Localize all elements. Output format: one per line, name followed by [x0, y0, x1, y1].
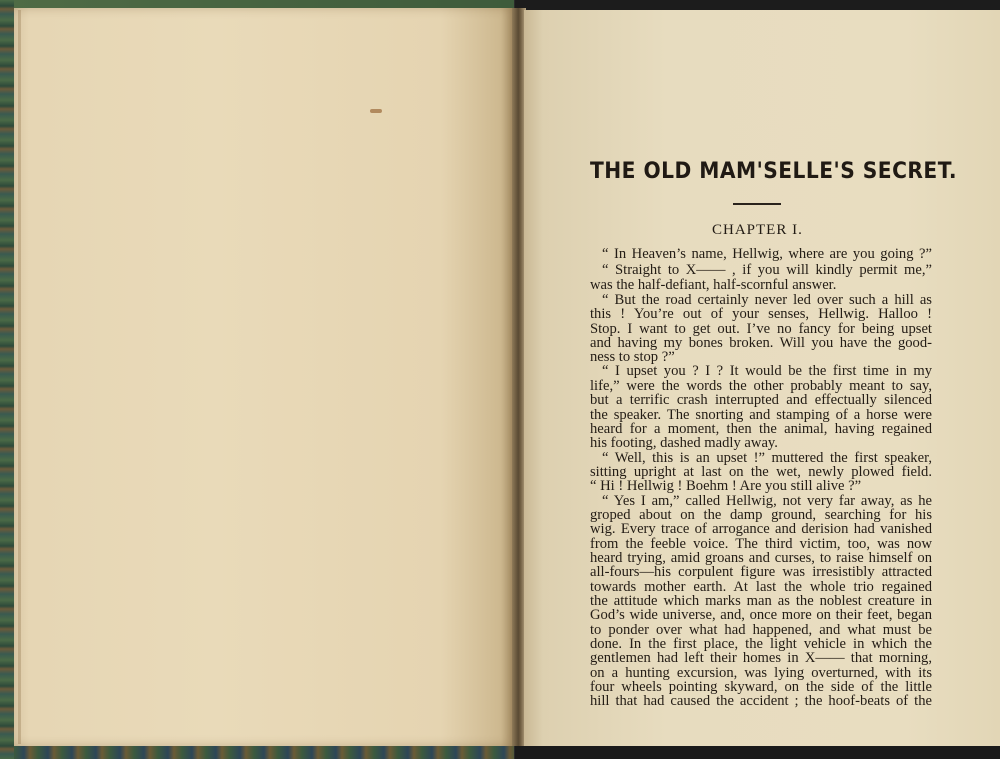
- text-line: gentlemen had left their homes in X—— that morning,: [590, 650, 932, 666]
- book-title: THE OLD MAM'SELLE'S SECRET.: [590, 159, 958, 184]
- text-line: God’s wide universe, and, once more on their feet, began: [590, 607, 932, 623]
- left-page-edge: [18, 10, 21, 744]
- text-line: and having my bones broken. Will you have the good-: [590, 335, 932, 351]
- text-line: the attitude which marks man as the noblest creature in: [590, 593, 932, 609]
- text-line: life,” were the words the other probably meant to say,: [590, 378, 932, 394]
- cover-bottom-edge: [14, 746, 514, 759]
- text-line: this ! You’re out of your senses, Hellwig. Halloo !: [590, 306, 932, 322]
- text-line: from the feeble voice. The third victim, too, was now: [590, 536, 932, 552]
- text-line: was the half-defiant, half-scornful answer.: [590, 277, 837, 293]
- text-line: “ In Heaven’s name, Hellwig, where are you going ?”: [602, 246, 932, 262]
- text-line: “ Hi ! Hellwig ! Boehm ! Are you still alive ?”: [590, 478, 862, 494]
- text-line: “ Straight to X—— , if you will kindly permit me,”: [602, 262, 932, 278]
- text-line: but a terrific crash interrupted and effectually silenced: [590, 392, 932, 408]
- text-line: the speaker. The snorting and stamping of a horse were: [590, 407, 932, 423]
- background-bottom: [515, 746, 1000, 759]
- text-line: “ Yes I am,” called Hellwig, not very far away, as he: [602, 493, 932, 509]
- text-line: heard for a moment, then the animal, having regained: [590, 421, 932, 437]
- left-page: [14, 8, 516, 746]
- text-line: all-fours—his corpulent figure was irresistibly attracted: [590, 564, 932, 580]
- text-line: on a hunting excursion, was lying overturned, with its: [590, 665, 932, 681]
- text-line: done. In the first place, the light vehicle in which the: [590, 636, 932, 652]
- text-line: ness to stop ?”: [590, 349, 675, 365]
- text-line: sitting upright at last on the wet, newly plowed field.: [590, 464, 932, 480]
- text-line: wig. Every trace of arrogance and derision had vanished: [590, 521, 932, 537]
- text-line: his footing, dashed madly away.: [590, 435, 778, 451]
- text-line: towards mother earth. At last the whole trio regained: [590, 579, 932, 595]
- cover-edge: [0, 0, 14, 759]
- text-line: to ponder over what had happened, and what must be: [590, 622, 932, 638]
- text-line: groped about on the damp ground, searching for his: [590, 507, 932, 523]
- text-line: Stop. I want to get out. I’ve no fancy for being upset: [590, 321, 932, 337]
- cover-top-edge: [14, 0, 514, 8]
- title-rule: [733, 203, 781, 205]
- text-line: four wheels pointing skyward, on the side of the little: [590, 679, 932, 695]
- background-top: [515, 0, 1000, 10]
- text-line: hill that had caused the accident ; the hoof-beats of the: [590, 693, 932, 709]
- text-line: “ I upset you ? I ? It would be the first time in my: [602, 363, 932, 379]
- text-line: heard trying, amid groans and curses, to raise himself on: [590, 550, 932, 566]
- text-line: “ But the road certainly never led over such a hill as: [602, 292, 932, 308]
- chapter-heading: CHAPTER I.: [712, 222, 803, 238]
- paper-stain: [370, 109, 382, 113]
- text-line: “ Well, this is an upset !” muttered the first speaker,: [602, 450, 932, 466]
